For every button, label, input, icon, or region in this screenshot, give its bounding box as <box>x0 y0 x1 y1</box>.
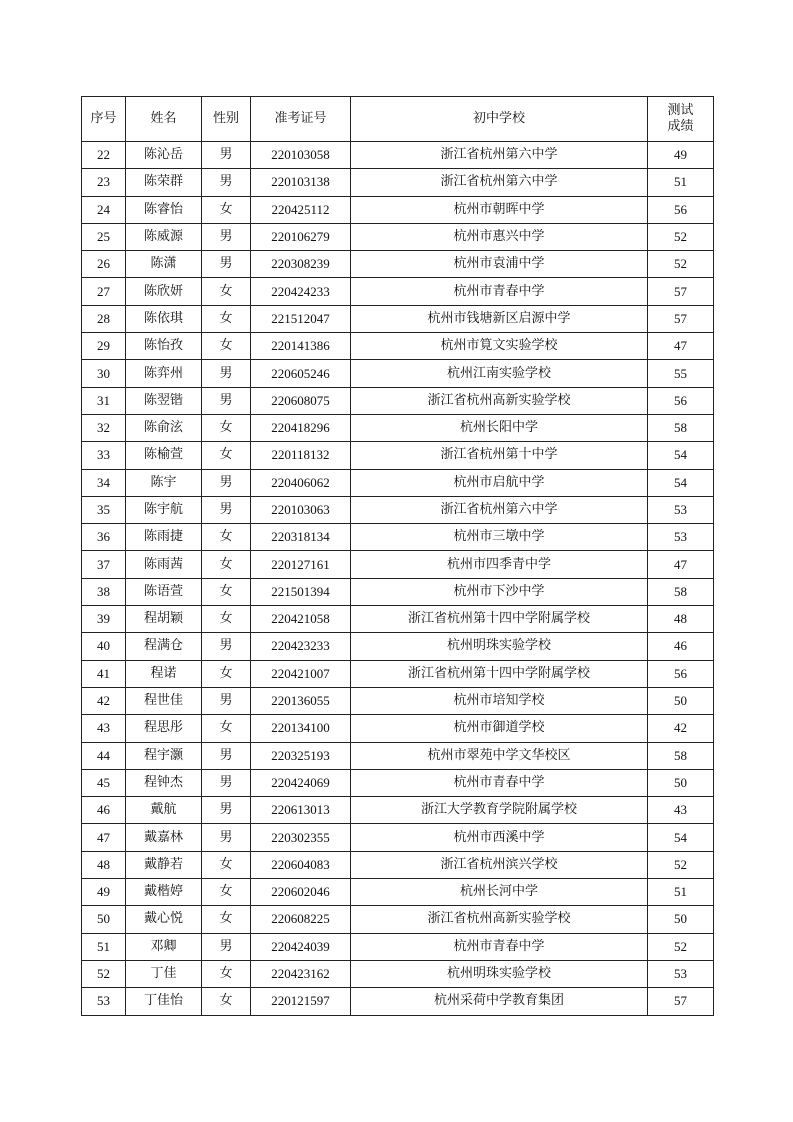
table-row <box>82 278 714 305</box>
serial-no-cell: 43 <box>82 715 126 742</box>
gender-cell: 女 <box>202 606 251 633</box>
exam-id-cell: 220423162 <box>251 960 351 987</box>
test-score-cell: 52 <box>648 933 714 960</box>
exam-id-cell: 220604083 <box>251 851 351 878</box>
exam-id-cell: 221512047 <box>251 305 351 332</box>
gender-cell: 男 <box>202 223 251 250</box>
name-cell: 程宇灏 <box>126 742 202 769</box>
gender-cell: 女 <box>202 414 251 441</box>
name-cell: 戴心悦 <box>126 906 202 933</box>
middle-school-cell: 浙江省杭州高新实验学校 <box>351 906 648 933</box>
gender-cell: 男 <box>202 469 251 496</box>
middle-school-cell: 杭州市青春中学 <box>351 769 648 796</box>
table-row <box>82 442 714 469</box>
serial-no-cell: 47 <box>82 824 126 851</box>
serial-no-cell: 48 <box>82 851 126 878</box>
table-row <box>82 606 714 633</box>
test-score-cell: 58 <box>648 414 714 441</box>
gender-cell: 女 <box>202 879 251 906</box>
name-cell: 程胡颖 <box>126 606 202 633</box>
test-score-cell: 50 <box>648 769 714 796</box>
exam-id-cell: 220318134 <box>251 524 351 551</box>
middle-school-cell: 杭州市四季青中学 <box>351 551 648 578</box>
gender-cell: 女 <box>202 906 251 933</box>
test-score-cell: 54 <box>648 824 714 851</box>
test-score-cell: 57 <box>648 278 714 305</box>
test-score-cell: 54 <box>648 469 714 496</box>
header-exam-id: 准考证号 <box>251 97 351 142</box>
name-cell: 陈依琪 <box>126 305 202 332</box>
exam-id-cell: 220406062 <box>251 469 351 496</box>
table-row <box>82 251 714 278</box>
test-score-cell: 43 <box>648 797 714 824</box>
serial-no-cell: 45 <box>82 769 126 796</box>
test-score-cell: 49 <box>648 142 714 169</box>
table-row <box>82 305 714 332</box>
test-score-cell: 52 <box>648 851 714 878</box>
table-row <box>82 333 714 360</box>
serial-no-cell: 24 <box>82 196 126 223</box>
header-test-score <box>648 97 714 142</box>
exam-id-cell: 220121597 <box>251 988 351 1015</box>
table-row <box>82 551 714 578</box>
exam-id-cell: 220118132 <box>251 442 351 469</box>
exam-id-cell: 220605246 <box>251 360 351 387</box>
gender-cell: 男 <box>202 387 251 414</box>
exam-id-cell: 220424069 <box>251 769 351 796</box>
table-row <box>82 660 714 687</box>
table-row <box>82 769 714 796</box>
name-cell: 程满仓 <box>126 633 202 660</box>
gender-cell: 女 <box>202 278 251 305</box>
middle-school-cell: 杭州市启航中学 <box>351 469 648 496</box>
exam-id-cell: 220608075 <box>251 387 351 414</box>
gender-cell: 男 <box>202 251 251 278</box>
middle-school-cell: 杭州市培知学校 <box>351 687 648 714</box>
middle-school-cell: 浙江省杭州第十四中学附属学校 <box>351 660 648 687</box>
serial-no-cell: 49 <box>82 879 126 906</box>
middle-school-cell: 浙江省杭州第十中学 <box>351 442 648 469</box>
table-row <box>82 360 714 387</box>
table-row <box>82 169 714 196</box>
exam-id-cell: 220134100 <box>251 715 351 742</box>
middle-school-cell: 杭州市翠苑中学文华校区 <box>351 742 648 769</box>
table-row <box>82 906 714 933</box>
table-row <box>82 414 714 441</box>
middle-school-cell: 杭州市朝晖中学 <box>351 196 648 223</box>
name-cell: 陈宇 <box>126 469 202 496</box>
name-cell: 程诺 <box>126 660 202 687</box>
serial-no-cell: 44 <box>82 742 126 769</box>
gender-cell: 男 <box>202 687 251 714</box>
header-name: 姓名 <box>126 97 202 142</box>
table-row <box>82 687 714 714</box>
name-cell: 陈欣妍 <box>126 278 202 305</box>
test-score-cell: 58 <box>648 578 714 605</box>
middle-school-cell: 杭州采荷中学教育集团 <box>351 988 648 1015</box>
test-score-cell: 46 <box>648 633 714 660</box>
serial-no-cell: 50 <box>82 906 126 933</box>
exam-id-cell: 221501394 <box>251 578 351 605</box>
serial-no-cell: 32 <box>82 414 126 441</box>
middle-school-cell: 杭州明珠实验学校 <box>351 633 648 660</box>
serial-no-cell: 51 <box>82 933 126 960</box>
middle-school-cell: 杭州市筧文实验学校 <box>351 333 648 360</box>
header-serial-no: 序号 <box>82 97 126 142</box>
table-row <box>82 387 714 414</box>
serial-no-cell: 38 <box>82 578 126 605</box>
name-cell: 陈语萱 <box>126 578 202 605</box>
table-row <box>82 824 714 851</box>
table-row <box>82 797 714 824</box>
table-row <box>82 633 714 660</box>
gender-cell: 女 <box>202 524 251 551</box>
name-cell: 丁佳怡 <box>126 988 202 1015</box>
serial-no-cell: 37 <box>82 551 126 578</box>
test-score-cell: 55 <box>648 360 714 387</box>
name-cell: 程思彤 <box>126 715 202 742</box>
exam-id-cell: 220308239 <box>251 251 351 278</box>
exam-id-cell: 220418296 <box>251 414 351 441</box>
middle-school-cell: 杭州市钱塘新区启源中学 <box>351 305 648 332</box>
gender-cell: 女 <box>202 305 251 332</box>
name-cell: 陈睿怡 <box>126 196 202 223</box>
serial-no-cell: 53 <box>82 988 126 1015</box>
test-score-cell: 57 <box>648 988 714 1015</box>
exam-id-cell: 220106279 <box>251 223 351 250</box>
header-row <box>82 97 714 142</box>
middle-school-cell: 浙江省杭州第十四中学附属学校 <box>351 606 648 633</box>
table-row <box>82 196 714 223</box>
name-cell: 陈俞泫 <box>126 414 202 441</box>
gender-cell: 女 <box>202 851 251 878</box>
gender-cell: 男 <box>202 769 251 796</box>
test-score-cell: 47 <box>648 551 714 578</box>
test-score-cell: 42 <box>648 715 714 742</box>
serial-no-cell: 46 <box>82 797 126 824</box>
gender-cell: 女 <box>202 442 251 469</box>
serial-no-cell: 40 <box>82 633 126 660</box>
results-table <box>81 96 714 1016</box>
middle-school-cell: 浙江省杭州第六中学 <box>351 169 648 196</box>
serial-no-cell: 31 <box>82 387 126 414</box>
test-score-cell: 51 <box>648 169 714 196</box>
header-gender: 性别 <box>202 97 251 142</box>
table-row <box>82 524 714 551</box>
middle-school-cell: 杭州市青春中学 <box>351 278 648 305</box>
table-row <box>82 715 714 742</box>
gender-cell: 女 <box>202 660 251 687</box>
exam-id-cell: 220136055 <box>251 687 351 714</box>
middle-school-cell: 浙江省杭州第六中学 <box>351 142 648 169</box>
name-cell: 陈荣群 <box>126 169 202 196</box>
test-score-cell: 54 <box>648 442 714 469</box>
serial-no-cell: 25 <box>82 223 126 250</box>
test-score-cell: 48 <box>648 606 714 633</box>
name-cell: 陈怡孜 <box>126 333 202 360</box>
serial-no-cell: 26 <box>82 251 126 278</box>
middle-school-cell: 杭州明珠实验学校 <box>351 960 648 987</box>
exam-id-cell: 220302355 <box>251 824 351 851</box>
gender-cell: 女 <box>202 196 251 223</box>
middle-school-cell: 杭州市惠兴中学 <box>351 223 648 250</box>
gender-cell: 男 <box>202 797 251 824</box>
name-cell: 陈弈州 <box>126 360 202 387</box>
gender-cell: 男 <box>202 933 251 960</box>
gender-cell: 女 <box>202 988 251 1015</box>
gender-cell: 女 <box>202 715 251 742</box>
exam-id-cell: 220103138 <box>251 169 351 196</box>
exam-id-cell: 220424039 <box>251 933 351 960</box>
serial-no-cell: 22 <box>82 142 126 169</box>
gender-cell: 男 <box>202 742 251 769</box>
exam-id-cell: 220425112 <box>251 196 351 223</box>
name-cell: 陈雨茜 <box>126 551 202 578</box>
serial-no-cell: 36 <box>82 524 126 551</box>
middle-school-cell: 杭州市下沙中学 <box>351 578 648 605</box>
exam-id-cell: 220602046 <box>251 879 351 906</box>
exam-id-cell: 220421007 <box>251 660 351 687</box>
name-cell: 陈潇 <box>126 251 202 278</box>
gender-cell: 男 <box>202 360 251 387</box>
test-score-cell: 56 <box>648 196 714 223</box>
name-cell: 戴航 <box>126 797 202 824</box>
serial-no-cell: 28 <box>82 305 126 332</box>
gender-cell: 男 <box>202 824 251 851</box>
table-row <box>82 960 714 987</box>
test-score-cell: 56 <box>648 660 714 687</box>
name-cell: 戴嘉林 <box>126 824 202 851</box>
name-cell: 程世佳 <box>126 687 202 714</box>
gender-cell: 女 <box>202 333 251 360</box>
test-score-cell: 50 <box>648 906 714 933</box>
table-row <box>82 879 714 906</box>
middle-school-cell: 浙江省杭州第六中学 <box>351 496 648 523</box>
serial-no-cell: 41 <box>82 660 126 687</box>
name-cell: 程钟杰 <box>126 769 202 796</box>
gender-cell: 女 <box>202 551 251 578</box>
exam-id-cell: 220141386 <box>251 333 351 360</box>
name-cell: 陈宇航 <box>126 496 202 523</box>
middle-school-cell: 杭州市三墩中学 <box>351 524 648 551</box>
table-row <box>82 933 714 960</box>
table-row <box>82 496 714 523</box>
middle-school-cell: 杭州市西溪中学 <box>351 824 648 851</box>
middle-school-cell: 杭州长河中学 <box>351 879 648 906</box>
exam-id-cell: 220608225 <box>251 906 351 933</box>
test-score-cell: 51 <box>648 879 714 906</box>
middle-school-cell: 杭州长阳中学 <box>351 414 648 441</box>
table-row <box>82 851 714 878</box>
exam-id-cell: 220127161 <box>251 551 351 578</box>
exam-id-cell: 220103058 <box>251 142 351 169</box>
gender-cell: 男 <box>202 633 251 660</box>
table-row <box>82 142 714 169</box>
table-row <box>82 223 714 250</box>
name-cell: 陈雨捷 <box>126 524 202 551</box>
table-row <box>82 742 714 769</box>
serial-no-cell: 39 <box>82 606 126 633</box>
name-cell: 戴楷婷 <box>126 879 202 906</box>
serial-no-cell: 23 <box>82 169 126 196</box>
test-score-cell: 50 <box>648 687 714 714</box>
exam-id-cell: 220424233 <box>251 278 351 305</box>
middle-school-cell: 杭州市御道学校 <box>351 715 648 742</box>
serial-no-cell: 30 <box>82 360 126 387</box>
name-cell: 戴静若 <box>126 851 202 878</box>
test-score-cell: 47 <box>648 333 714 360</box>
serial-no-cell: 34 <box>82 469 126 496</box>
test-score-cell: 58 <box>648 742 714 769</box>
gender-cell: 女 <box>202 960 251 987</box>
name-cell: 陈翌锴 <box>126 387 202 414</box>
middle-school-cell: 浙江大学教育学院附属学校 <box>351 797 648 824</box>
serial-no-cell: 52 <box>82 960 126 987</box>
exam-id-cell: 220103063 <box>251 496 351 523</box>
table-row <box>82 469 714 496</box>
name-cell: 邓卿 <box>126 933 202 960</box>
exam-id-cell: 220325193 <box>251 742 351 769</box>
middle-school-cell: 杭州江南实验学校 <box>351 360 648 387</box>
serial-no-cell: 35 <box>82 496 126 523</box>
name-cell: 陈威源 <box>126 223 202 250</box>
name-cell: 丁佳 <box>126 960 202 987</box>
serial-no-cell: 42 <box>82 687 126 714</box>
gender-cell: 男 <box>202 169 251 196</box>
test-score-cell: 53 <box>648 960 714 987</box>
middle-school-cell: 浙江省杭州滨兴学校 <box>351 851 648 878</box>
test-score-cell: 52 <box>648 223 714 250</box>
header-test-score-label: 测试成绩 <box>667 103 694 134</box>
serial-no-cell: 33 <box>82 442 126 469</box>
serial-no-cell: 29 <box>82 333 126 360</box>
exam-id-cell: 220423233 <box>251 633 351 660</box>
name-cell: 陈榆萱 <box>126 442 202 469</box>
table-row <box>82 988 714 1015</box>
gender-cell: 男 <box>202 496 251 523</box>
test-score-cell: 56 <box>648 387 714 414</box>
test-score-cell: 57 <box>648 305 714 332</box>
gender-cell: 男 <box>202 142 251 169</box>
middle-school-cell: 杭州市袁浦中学 <box>351 251 648 278</box>
header-middle-school: 初中学校 <box>351 97 648 142</box>
middle-school-cell: 杭州市青春中学 <box>351 933 648 960</box>
serial-no-cell: 27 <box>82 278 126 305</box>
gender-cell: 女 <box>202 578 251 605</box>
exam-id-cell: 220421058 <box>251 606 351 633</box>
test-score-cell: 53 <box>648 496 714 523</box>
middle-school-cell: 浙江省杭州高新实验学校 <box>351 387 648 414</box>
test-score-cell: 52 <box>648 251 714 278</box>
name-cell: 陈沁岳 <box>126 142 202 169</box>
table-row <box>82 578 714 605</box>
test-score-cell: 53 <box>648 524 714 551</box>
exam-id-cell: 220613013 <box>251 797 351 824</box>
